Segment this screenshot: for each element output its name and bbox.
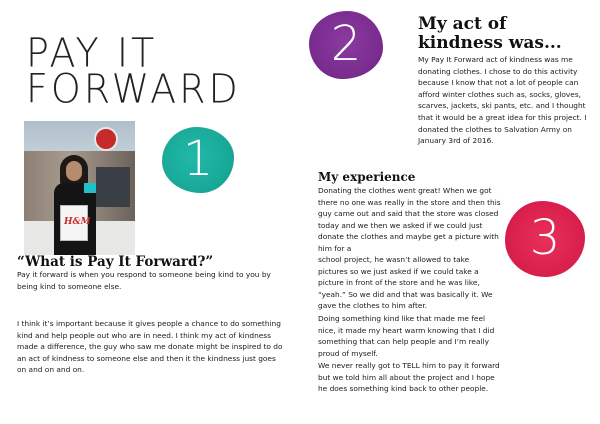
- photo-store-sign: [94, 127, 118, 151]
- experience-paragraph-2: Doing something kind like that made me feel nice, it made my heart warm knowing that I did something that can help people and I’m really proud of myself.: [318, 314, 495, 358]
- photo-bag-logo: H&M: [64, 217, 91, 227]
- photo-teal-card: [84, 183, 96, 193]
- experience-paragraph-1a: Donating the clothes went great! When we got there no one was really in the store and then this guy came out and said that the store was closed today and we then we asked if we could just donate the clothes and maybe get a picture with him for a: [318, 186, 501, 253]
- importance-paragraph: I think it’s important because it gives people a chance to do something kind and help people out who are in need. I think my act of kindness made a difference, the guy who saw me donate might be inspired to do an act of kindness to someone else and then it the kindness just goes on and on and on.: [17, 319, 283, 375]
- definition-paragraph: Pay it forward is when you respond to someone being kind to you by being kind to someone else.: [17, 270, 271, 291]
- photo-store-window: [96, 167, 130, 207]
- act-of-kindness-heading: My act of kindness was...: [418, 14, 562, 54]
- page-title-line-2: FORWARD: [26, 65, 241, 113]
- what-is-pay-it-forward-heading: “What is Pay It Forward?”: [17, 254, 214, 270]
- number-1-label: 1: [182, 131, 214, 187]
- experience-paragraph-1b: school project, he wasn’t allowed to take pictures so we just asked if we could take a picture in front of the store and he was like, “yeah.” So we did and that was basically it. We gave the clothes to him after.: [318, 255, 493, 311]
- donation-photo: [24, 121, 135, 255]
- page-title-line-1: PAY IT: [26, 29, 158, 77]
- number-3-label: 3: [529, 210, 561, 266]
- act-of-kindness-paragraph: My Pay It Forward act of kindness was me donating clothes. I chose to do this activity because I know that not a lot of people can afford winter clothes such as, socks, gloves, scarves, jackets, ski pants, etc. and I thought that it would be a great idea for this project. I donated the clothes to Salvation Army on January 3rd of 2016.: [418, 55, 587, 146]
- my-experience-heading: My experience: [318, 170, 416, 184]
- experience-paragraph-3: We never really got to TELL him to pay it forward but we told him all about the project and I hope he does something kind back to other people.: [318, 361, 500, 394]
- number-2-label: 2: [330, 16, 362, 72]
- photo-person-face: [66, 161, 82, 181]
